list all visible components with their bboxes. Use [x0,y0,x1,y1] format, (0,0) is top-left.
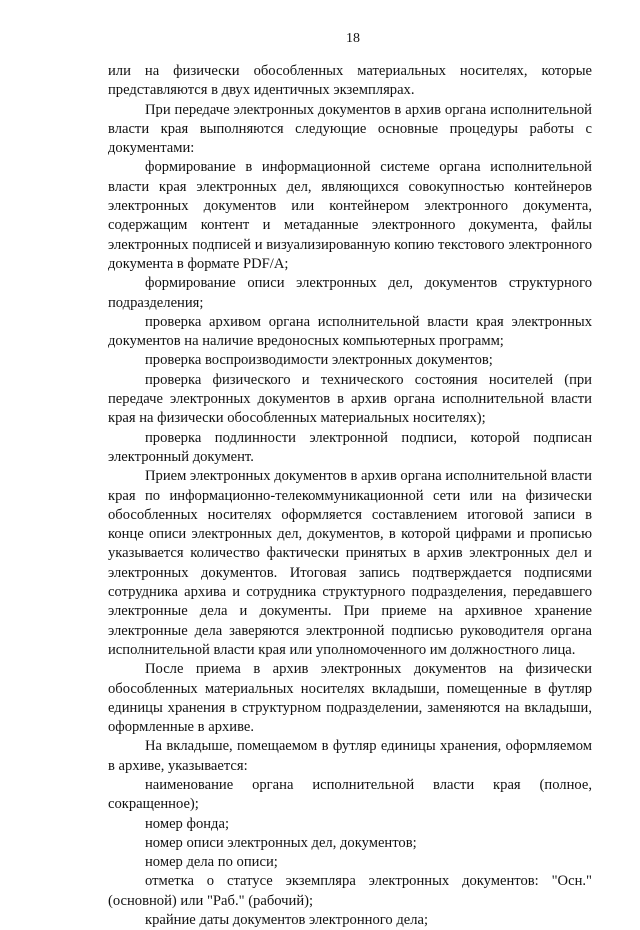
page-number: 18 [346,31,360,46]
list-item: отметка о статусе экземпляра электронных документов: "Осн." (основной) или "Раб." (рабочий); [108,873,592,909]
list-item: наименование органа исполнительной власти края (полное, сокращенное); [108,776,592,813]
list-item: проверка архивом органа исполнительной власти края электронных документов на наличие вредоносных компьютерных программ; [108,313,592,350]
list-item: номер дела по описи; [145,854,278,871]
paragraph: При передаче электронных документов в архив органа исполнительной власти края выполняются следующие основные процедуры работы с документами: [108,101,592,157]
paragraph: Прием электронных документов в архив органа исполнительной власти края по информационно-телекоммуникационной сети или на физически обособленных носителях оформляется составлением итоговой записи в конце описи электронных дел, документов, в которой цифрами и прописью указывается количество фактически принятых в архив электронных дел и электронных документов. Итоговая запись подтверждается подписями сотрудника архива и сотрудника структурного подразделения, передавшего электронные дела и документы. При приеме на архивное хранение электронные дела заверяются электронной подписью руководителя органа исполнительной власти края или уполномоченного им должностного лица. [108,468,592,658]
list-item: номер описи электронных дел, документов; [145,834,417,851]
list-item: формирование в информационной системе органа исполнительной власти края электронных дел, являющихся совокупностью контейнеров электронных документов или контейнером электронного документа, содержащим контент и метаданные электронного документа, файлы электронных подписей и визуализированную копию текстового электронного документа в формате PDF/A; [108,159,592,272]
list-item: формирование описи электронных дел, документов структурного подразделения; [108,275,592,311]
list-item: проверка воспроизводимости электронных документов; [145,352,493,369]
document-body [108,62,592,930]
document-page [108,30,592,930]
paragraph: После приема в архив электронных документов на физически обособленных материальных носителях вкладыши, помещенные в футляр единицы хранения в структурном подразделении, заменяются на вкладыши, оформленные в архиве. [108,661,592,736]
list-item: проверка физического и технического состояния носителей (при передаче электронных документов в архив органа исполнительной власти края на физически обособленных материальных носителях); [108,371,592,427]
list-item: проверка подлинности электронной подписи, которой подписан электронный документ. [108,429,592,465]
paragraph: или на физически обособленных материальных носителях, которые представляются в двух идентичных экземплярах. [108,63,592,99]
list-item: крайние даты документов электронного дела; [145,912,429,929]
paragraph: На вкладыше, помещаемом в футляр единицы хранения, оформляемом в архиве, указывается: [108,738,592,774]
list-item: номер фонда; [145,815,230,832]
